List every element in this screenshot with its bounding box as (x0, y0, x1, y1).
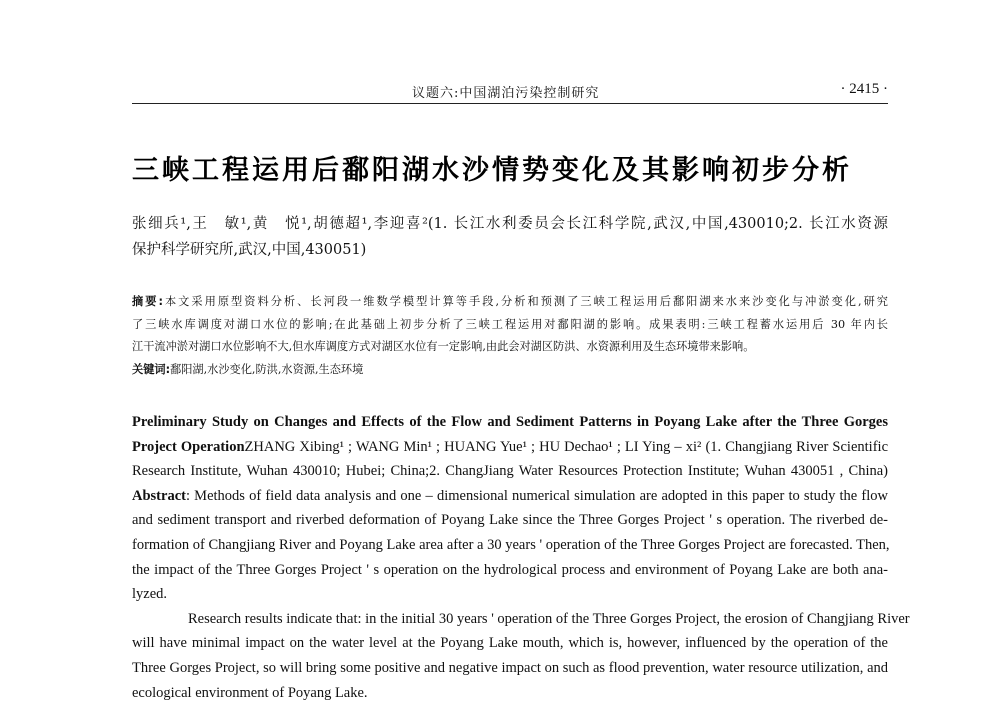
paper-title-cn: 三峡工程运用后鄱阳湖水沙情势变化及其影响初步分析 (132, 155, 852, 186)
english-abstract-line-3: formation of Changjiang River and Poyang Lake area after a 30 years ' operation of the Three Gorges Project are forecasted. Then, (132, 536, 890, 553)
keywords-cn-text: 鄱阳湖,水沙变化,防洪,水资源,生态环境 (170, 362, 364, 376)
abstract-cn-line-2: 了三峡水库调度对湖口水位的影响;在此基础上初步分析了三峡工程运用对鄱阳湖的影响。成果表明:三峡工程蓄水运用后 30 年内长 (132, 317, 888, 331)
english-authors: ZHANG Xibing¹ ; WANG Min¹ ; HUANG Yue¹ ; HU Dechao¹ ; LI Ying – xi² (1. Changjiang River Scientific (244, 438, 889, 455)
authors-cn-line-1: 张细兵¹,王 敏¹,黄 悦¹,胡德超¹,李迎喜²(1. 长江水利委员会长江科学院,武汉,中国,430010;2. 长江水资源 (132, 216, 888, 232)
results-line-1: Research results indicate that: in the initial 30 years ' operation of the Three Gorges Project, the erosion of Changjiang River (188, 610, 910, 627)
abstract-cn (132, 291, 888, 381)
results-line-2: will have minimal impact on the water level at the Poyang Lake mouth, which is, however, influenced by the operation of the (132, 635, 888, 652)
header-rule (132, 103, 888, 104)
keywords-cn (132, 359, 888, 382)
english-abstract-text: : Methods of field data analysis and one – dimensional numerical simulation are adopted in this paper to study the flow (185, 487, 888, 504)
running-head-section: 议题六:中国湖泊污染控制研究 (412, 86, 600, 101)
english-abstract-label: Abstract (132, 487, 186, 504)
running-head (130, 80, 890, 102)
english-abstract-line-2: and sediment transport and riverbed deformation of Poyang Lake since the Three Gorges Project ' s operation. The riverbed de- (132, 512, 888, 529)
english-title-line-2: Project Operation (132, 438, 245, 455)
results-line-4: ecological environment of Poyang Lake. (132, 684, 368, 701)
abstract-cn-line-1 (132, 291, 888, 314)
english-abstract-block (132, 410, 910, 705)
english-affiliation: Research Institute, Wuhan 430010; Hubei; China;2. ChangJiang Water Resources Protection Institute; Wuhan 430051 , China) (132, 463, 888, 480)
abstract-cn-label: 摘要: (132, 295, 163, 308)
authors-cn-line-2: 保护科学研究所,武汉,中国,430051) (132, 242, 367, 258)
results-line-3: Three Gorges Project, so will bring some positive and negative impact on such as flood prevention, water resource utilization, and (132, 659, 888, 676)
english-abstract-line-1 (132, 484, 888, 509)
page-number: · 2415 · (840, 81, 888, 97)
english-abstract-line-4: the impact of the Three Gorges Project ' s operation on the hydrological process and environment of Poyang Lake are both ana- (132, 561, 888, 578)
abstract-cn-text: 本文采用原型资料分析、长河段一维数学模型计算等手段,分析和预测了三峡工程运用后鄱阳湖来水来沙变化与冲淤变化,研究 (162, 295, 888, 308)
english-authors-line (132, 435, 888, 460)
english-title-line-1: Preliminary Study on Changes and Effects of the Flow and Sediment Patterns in Poyang Lake after the Three Gorges (132, 414, 888, 430)
english-abstract-line-5: lyzed. (132, 586, 168, 603)
keywords-cn-label: 关键词: (132, 362, 171, 376)
abstract-cn-line-3: 江干流冲淤对湖口水位影响不大,但水库调度方式对湖区水位有一定影响,由此会对湖区防洪、水资源利用及生态环境带来影响。 (132, 340, 755, 353)
authors-cn (132, 211, 888, 263)
